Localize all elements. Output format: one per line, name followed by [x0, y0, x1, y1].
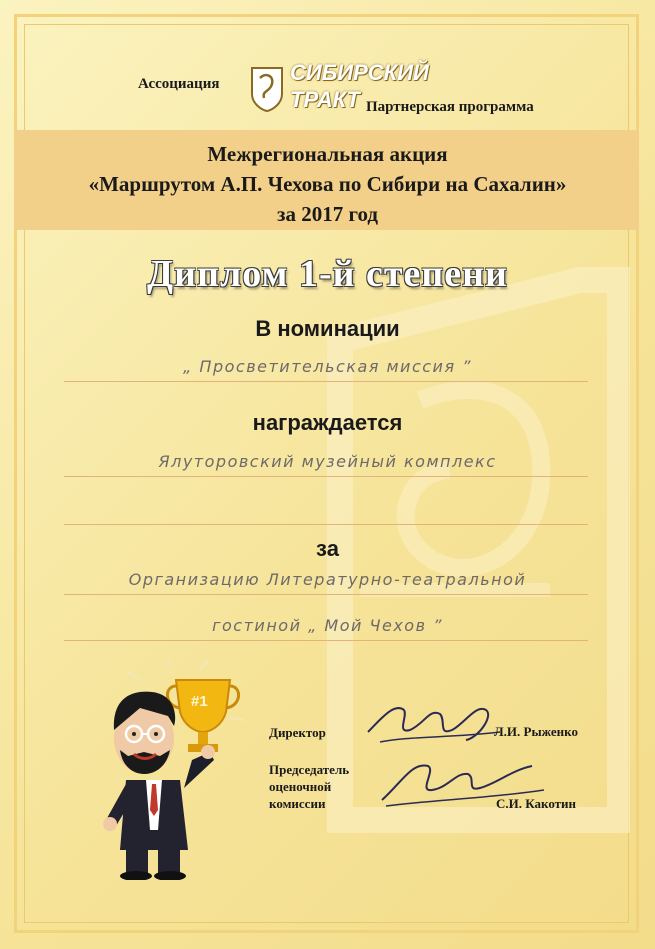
- event-line-1: Межрегиональная акция: [207, 142, 448, 166]
- nomination-value: „ Просветительская миссия ”: [183, 357, 472, 376]
- logo-emblem-icon: [248, 64, 286, 112]
- partner-program-label: Партнерская программа: [366, 99, 534, 115]
- director-label: Директор: [269, 725, 326, 740]
- awarded-label: награждается: [252, 410, 403, 435]
- chair-name: С.И. Какотин: [496, 796, 577, 811]
- trophy-badge-text: #1: [191, 693, 208, 710]
- chair-label-line-2: оценочной: [269, 779, 332, 794]
- reason-line-2: гостиной „ Мой Чехов ”: [212, 616, 443, 635]
- reason-line-1: Организацию Литературно-театральной: [128, 570, 527, 589]
- rule-line: [64, 381, 588, 382]
- logo-line-1: СИБИРСКИЙ: [290, 60, 429, 85]
- rule-line: [64, 524, 588, 525]
- trophy-icon: [167, 680, 238, 752]
- chair-label-line-1: Председатель: [269, 762, 350, 777]
- nomination-label: В номинации: [255, 316, 400, 341]
- association-label: Ассоциация: [138, 76, 220, 92]
- chair-label: [269, 761, 349, 812]
- chekhov-mascot-illustration: [80, 660, 260, 880]
- rule-line: [64, 594, 588, 595]
- header: [0, 60, 655, 120]
- chair-label-line-3: комиссии: [269, 796, 326, 811]
- director-signature: [360, 690, 510, 750]
- director-name: Л.И. Рыженко: [494, 724, 578, 739]
- diploma-title: Диплом 1-й степени: [147, 253, 508, 295]
- rule-line: [64, 640, 588, 641]
- event-line-2: «Маршрутом А.П. Чехова по Сибири на Сахалин»: [88, 172, 567, 196]
- event-line-3: за 2017 год: [277, 202, 378, 226]
- rule-line: [64, 476, 588, 477]
- logo-line-2: ТРАКТ: [290, 87, 360, 112]
- awardee-name: Ялуторовский музейный комплекс: [158, 452, 497, 471]
- for-label: за: [316, 536, 339, 561]
